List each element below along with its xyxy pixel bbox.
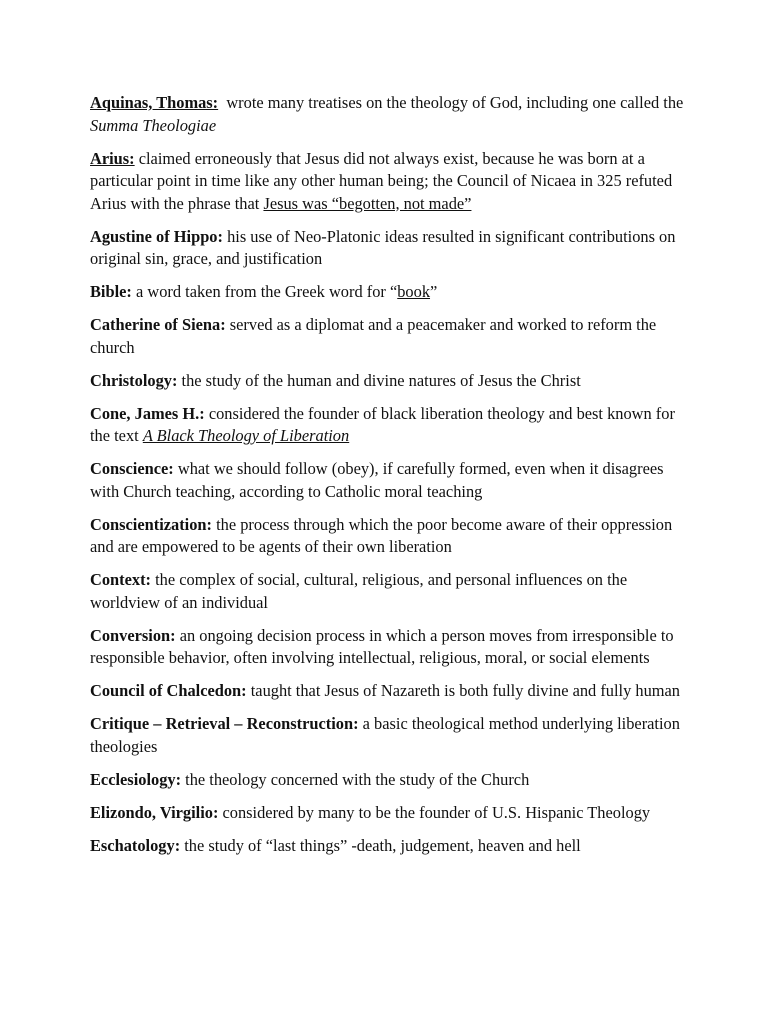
glossary-entry-arius <box>90 148 690 216</box>
glossary-term: Ecclesiology: <box>90 769 182 789</box>
glossary-entry-conscientization <box>90 514 690 559</box>
glossary-entry-aquinas <box>90 92 690 137</box>
book-title: A Black Theology of Liberation <box>142 426 350 445</box>
glossary-definition: the process through which the poor become aware of their oppression and are empowered to be agents of their own liberation <box>90 514 673 556</box>
glossary-definition: his use of Neo-Platonic ideas resulted in significant contributions on original sin, grace, and justification <box>90 226 676 268</box>
glossary-term: Conscientization: <box>90 514 213 534</box>
glossary-term: Eschatology: <box>90 835 181 855</box>
glossary-definition: taught that Jesus of Nazareth is both fully divine and fully human <box>246 681 680 700</box>
glossary-entry-agustine <box>90 226 690 271</box>
glossary-term: Cone, James H.: <box>90 403 205 423</box>
glossary-definition: claimed erroneously that Jesus did not always exist, because he was born at a particular point in time like any other human being; the Council of Nicaea in 325 refuted Arius with the phrase that <box>90 148 673 213</box>
glossary-term: Bible: <box>90 282 132 301</box>
glossary-definition: served as a diplomat and a peacemaker and worked to reform the church <box>90 315 657 357</box>
glossary-definition: what we should follow (obey), if carefully formed, even when it disagrees with Church teaching, according to Catholic moral teaching <box>90 459 664 501</box>
glossary-definition: wrote many treatises on the theology of God, including one called the <box>218 93 688 112</box>
glossary-entry-context <box>90 569 690 614</box>
glossary-entry-eschatology <box>90 835 690 858</box>
glossary-term: Catherine of Siena: <box>90 315 226 334</box>
glossary-term: Aquinas, Thomas: <box>90 93 219 112</box>
glossary-definition: a basic theological method underlying liberation theologies <box>90 714 680 756</box>
book-title: Summa Theologiae <box>90 115 217 135</box>
glossary-page <box>90 92 690 868</box>
glossary-term: Arius: <box>90 148 135 168</box>
glossary-entry-critique <box>90 713 690 758</box>
glossary-term: Conversion: <box>90 625 176 645</box>
glossary-definition: an ongoing decision process in which a person moves from irresponsible to responsible behavior, often involving intellectual, religious, moral, or social elements <box>90 625 674 667</box>
glossary-entry-ecclesiology <box>90 769 690 792</box>
glossary-entry-bible <box>90 281 690 304</box>
glossary-entry-chalcedon <box>90 680 690 703</box>
glossary-term: Christology: <box>90 370 178 390</box>
glossary-entry-catherine <box>90 314 690 359</box>
glossary-term: Agustine of Hippo: <box>90 226 223 246</box>
glossary-definition: considered the founder of black liberation theology and best known for the text <box>90 403 675 445</box>
glossary-term: Critique – Retrieval – Reconstruction: <box>90 714 359 733</box>
glossary-entry-elizondo <box>90 802 690 825</box>
glossary-definition-end: ” <box>430 282 438 301</box>
glossary-term: Council of Chalcedon: <box>90 681 247 700</box>
glossary-definition: the study of “last things” -death, judgement, heaven and hell <box>180 835 581 855</box>
glossary-entry-cone <box>90 403 690 448</box>
glossary-entry-christology <box>90 370 690 393</box>
glossary-term: Elizondo, Virgilio: <box>90 802 219 822</box>
glossary-definition: the theology concerned with the study of the Church <box>181 769 530 789</box>
glossary-term: Context: <box>90 570 151 589</box>
glossary-definition: the complex of social, cultural, religious, and personal influences on the worldview of an individual <box>90 570 628 612</box>
glossary-entry-conversion <box>90 625 690 670</box>
glossary-definition: the study of the human and divine natures of Jesus the Christ <box>177 370 581 390</box>
glossary-definition: a word taken from the Greek word for “ <box>131 282 398 301</box>
underlined-word: book <box>397 282 431 301</box>
glossary-term: Conscience: <box>90 459 174 478</box>
glossary-definition: considered by many to be the founder of U.S. Hispanic Theology <box>218 802 651 822</box>
underlined-phrase: Jesus was “begotten, not made” <box>263 193 472 213</box>
glossary-entry-conscience <box>90 458 690 503</box>
